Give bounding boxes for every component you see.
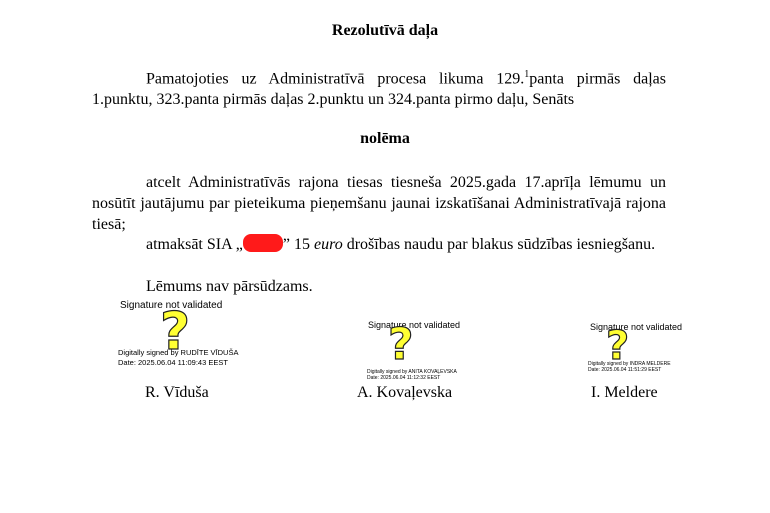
signature-date: Date: 2025.06.04 11:51:29 EEST <box>588 367 662 373</box>
paragraph-not-appealable: Lēmums nav pārsūdzams. <box>146 278 313 295</box>
signature-signed-by: Digitally signed by RUDĪTE VĪDUŠA <box>118 348 239 357</box>
signature-status: Signature not validated <box>368 320 461 330</box>
signature-date: Date: 2025.06.04 11:09:43 EEST <box>118 358 228 367</box>
paragraph-annul: atcelt Administratīvās rajona tiesas tiesneša 2025.gada 17.aprīļa lēmumu un nosūtīt jautājumu par pieteikuma pieņemšanu jaunai izskatīšanai Administratīvajā rajona tiesā; <box>92 174 666 233</box>
signature-date: Date: 2025.06.04 11:12:32 EEST <box>367 375 441 381</box>
superscript: 1 <box>524 69 530 80</box>
refund-suffix: drošības naudu par blakus sūdzības iesniegšanu. <box>342 236 656 253</box>
signature-status: Signature not validated <box>590 322 683 332</box>
decided-heading: nolēma <box>360 130 410 147</box>
legal-basis-text-cont: panta pirmās daļas 1.punktu, 323.panta pirmās daļas 2.punktu un 324.panta pirmo daļu, Senāts <box>92 70 666 109</box>
paragraph-refund <box>92 234 666 255</box>
signer-name: R. Vīduša <box>145 384 209 401</box>
legal-basis-text: Pamatojoties uz Administratīvā procesa likuma 129. <box>146 70 525 88</box>
signature-status: Signature not validated <box>120 300 223 311</box>
signature-signed-by: Digitally signed by INDRA MELDERE <box>588 361 671 367</box>
signature-signed-by: Digitally signed by ANITA KOVAĻEVSKA <box>367 369 457 375</box>
euro-italic: euro <box>313 236 343 253</box>
signer-name: I. Meldere <box>591 384 658 401</box>
refund-prefix: atmaksāt SIA „ <box>146 236 243 253</box>
section-heading: Rezolutīvā daļa <box>331 22 439 39</box>
signer-name: A. Kovaļevska <box>357 384 453 401</box>
signature-unknown-icon: ? <box>160 302 191 362</box>
signature-unknown-icon: ? <box>388 319 414 370</box>
redaction-mark <box>243 234 283 252</box>
paragraph-legal-basis <box>92 64 666 110</box>
signature-unknown-icon: ? <box>606 323 630 369</box>
refund-middle: ” 15 <box>282 236 314 253</box>
